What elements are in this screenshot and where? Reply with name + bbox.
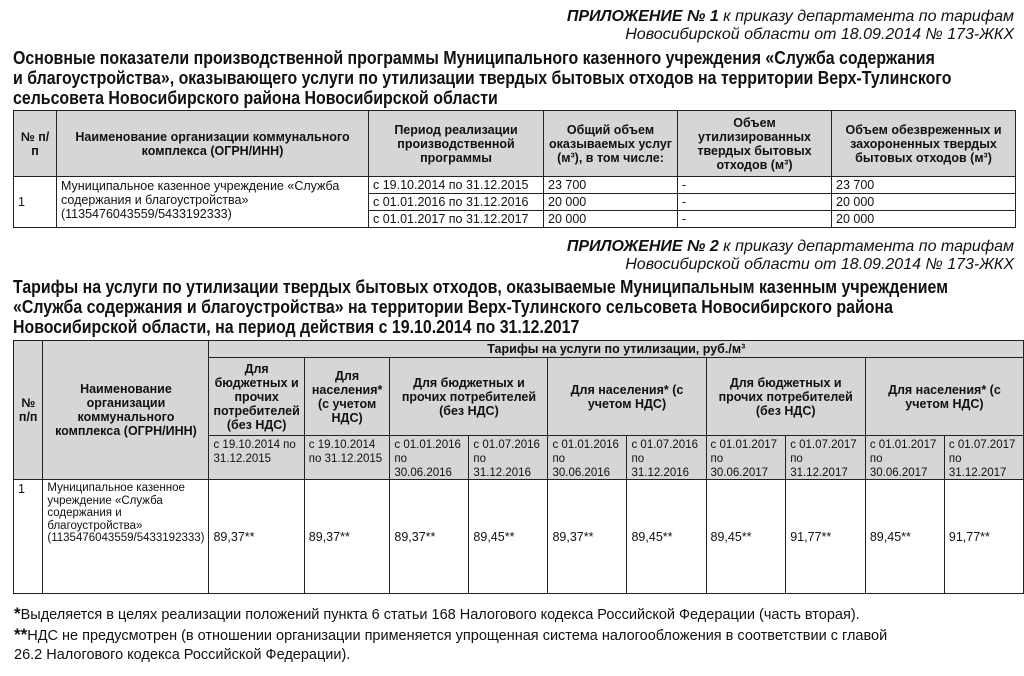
header-num: № п/п <box>14 111 57 177</box>
appendix-2-note-line2: Новосибирской области от 18.09.2014 № 173-ЖКХ <box>625 256 1014 273</box>
row-period: с 01.01.2016 по 31.12.2016 <box>369 194 544 211</box>
row-disposed: 23 700 <box>832 177 1016 194</box>
header-period: Период реализации производственной программы <box>369 111 544 177</box>
row-disposed: 20 000 <box>832 194 1016 211</box>
period-text: с 01.01.2017 по 30.06.2017 <box>869 439 937 479</box>
header-period <box>627 436 706 480</box>
row-utilized: - <box>678 177 832 194</box>
tariff-value: 89,37** <box>304 480 390 594</box>
footnote-2-mark: ** <box>14 625 28 644</box>
appendix-2-label: ПРИЛОЖЕНИЕ № 2 <box>566 238 719 255</box>
row-utilized: - <box>678 194 832 211</box>
title-line: Новосибирской области, на период действия с 19.10.2014 по 31.12.2017 <box>13 316 580 337</box>
footnote-1-text: Выделяется в целях реализации положений пункта 6 статьи 168 Налогового кодекса Российской Федерации (часть вторая). <box>20 607 860 623</box>
appendix-1-title <box>13 48 1011 108</box>
header-period <box>548 436 627 480</box>
row-total: 20 000 <box>544 211 678 228</box>
row-org: Муниципальное казенное учреждение «Служба содержания и благоустройства» (1135476043559/5433192333) <box>43 480 209 594</box>
tariff-value: 89,37** <box>548 480 627 594</box>
footnote-1-mark: * <box>14 604 21 623</box>
header-org: Наименование организации коммунального комплекса (ОГРН/ИНН) <box>43 341 209 480</box>
header-group-population: Для населения* (с учетом НДС) <box>865 358 1023 436</box>
period-text: с 19.10.2014 по 31.12.2015 <box>213 439 296 465</box>
footnote-2-text: НДС не предусмотрен (в отношении организации применяется упрощенная система налогообложения в соответствии с главой <box>27 628 888 644</box>
row-num: 1 <box>14 177 57 228</box>
table-row <box>14 480 1024 594</box>
header-period <box>304 436 390 480</box>
row-org: Муниципальное казенное учреждение «Служба содержания и благоустройства» (1135476043559/5433192333) <box>57 177 369 228</box>
appendix-1-note <box>567 8 1014 44</box>
appendix-1-note-text: к приказу департамента по тарифам <box>718 8 1014 25</box>
title-line: и благоустройства», оказывающего услуги по утилизации твердых бытовых отходов на территории Верх-Тулинского <box>13 67 952 88</box>
header-period <box>706 436 786 480</box>
period-text: с 19.10.2014 по 31.12.2015 <box>308 439 383 465</box>
tariff-value: 91,77** <box>786 480 866 594</box>
title-line: «Служба содержания и благоустройства» на территории Верх-Тулинского сельсовета Новосибирского района <box>13 296 893 317</box>
footnote-1 <box>14 604 1014 625</box>
title-line: Тарифы на услуги по утилизации твердых бытовых отходов, оказываемые Муниципальным казенным учреждением <box>13 276 948 297</box>
period-text: с 01.07.2017 по 31.12.2017 <box>948 439 1016 479</box>
tariffs-table <box>13 340 1024 594</box>
header-tariffs: Тарифы на услуги по утилизации, руб./м³ <box>209 341 1024 358</box>
table-header-row <box>14 111 1016 177</box>
row-period: с 19.10.2014 по 31.12.2015 <box>369 177 544 194</box>
footnote-2-line2: 26.2 Налогового кодекса Российской Федерации). <box>14 647 351 663</box>
header-group-population: Для населения* (с учетом НДС) <box>548 358 706 436</box>
header-utilized-volume: Объем утилизированных твердых бытовых отходов (м³) <box>678 111 832 177</box>
row-period: с 01.01.2017 по 31.12.2017 <box>369 211 544 228</box>
appendix-2-note-text: к приказу департамента по тарифам <box>718 238 1014 255</box>
row-total: 20 000 <box>544 194 678 211</box>
table-row <box>14 177 1016 194</box>
header-period <box>209 436 304 480</box>
tariff-value: 89,45** <box>469 480 548 594</box>
period-text: с 01.01.2016 по 30.06.2016 <box>394 439 461 479</box>
tariff-value: 91,77** <box>944 480 1023 594</box>
tariff-value: 89,37** <box>390 480 469 594</box>
appendix-2-note <box>567 238 1014 274</box>
header-group-budget: Для бюджетных и прочих потребителей (без НДС) <box>390 358 548 436</box>
tariff-value: 89,45** <box>627 480 706 594</box>
header-period <box>786 436 866 480</box>
period-text: с 01.07.2016 по 31.12.2016 <box>473 439 540 479</box>
header-group-budget: Для бюджетных и прочих потребителей (без НДС) <box>706 358 865 436</box>
production-program-table <box>13 110 1016 228</box>
period-text: с 01.07.2016 по 31.12.2016 <box>631 439 698 479</box>
title-line: сельсовета Новосибирского района Новосибирской области <box>13 87 498 108</box>
header-period <box>865 436 944 480</box>
period-text: с 01.01.2017 по 30.06.2017 <box>710 439 778 479</box>
header-group-population: Для населения* (с учетом НДС) <box>304 358 390 436</box>
header-period <box>390 436 469 480</box>
footnotes <box>14 604 1014 665</box>
period-text: с 01.01.2016 по 30.06.2016 <box>552 439 619 479</box>
tariff-value: 89,45** <box>865 480 944 594</box>
header-period <box>469 436 548 480</box>
appendix-1-label: ПРИЛОЖЕНИЕ № 1 <box>566 8 719 25</box>
header-period <box>944 436 1023 480</box>
header-total-volume: Общий объем оказываемых услуг (м³), в том числе: <box>544 111 678 177</box>
period-text: с 01.07.2017 по 31.12.2017 <box>790 439 857 479</box>
row-disposed: 20 000 <box>832 211 1016 228</box>
row-total: 23 700 <box>544 177 678 194</box>
appendix-1-note-line2: Новосибирской области от 18.09.2014 № 173-ЖКХ <box>625 26 1014 43</box>
tariff-value: 89,37** <box>209 480 304 594</box>
header-org: Наименование организации коммунального комплекса (ОГРН/ИНН) <box>57 111 369 177</box>
header-num: № п/п <box>14 341 43 480</box>
title-line: Основные показатели производственной программы Муниципального казенного учреждения «Служба содержания <box>13 47 935 68</box>
header-group-budget: Для бюджетных и прочих потребителей (без НДС) <box>209 358 304 436</box>
table-header-row <box>14 341 1024 358</box>
appendix-2-title <box>13 277 1011 337</box>
header-disposed-volume: Объем обезвреженных и захороненных твердых бытовых отходов (м³) <box>832 111 1016 177</box>
row-utilized: - <box>678 211 832 228</box>
footnote-2 <box>14 625 1014 646</box>
row-num: 1 <box>14 480 43 594</box>
tariff-value: 89,45** <box>706 480 786 594</box>
